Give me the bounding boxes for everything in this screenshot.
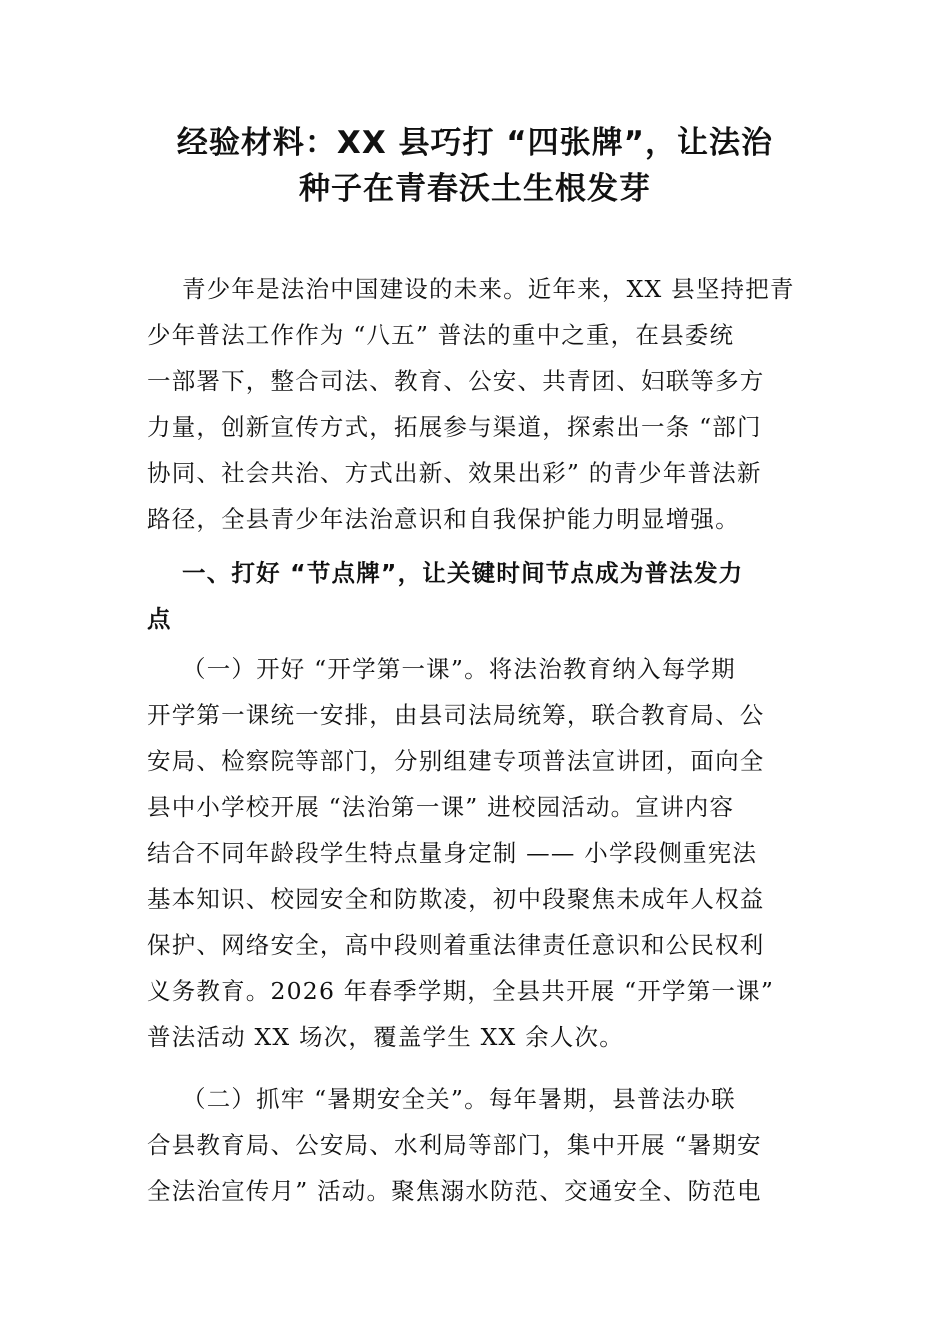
intro-line: 青少年是法治中国建设的未来。近年来，XX 县坚持把青 bbox=[182, 275, 795, 303]
intro-line: 协同、社会共治、方式出新、效果出彩” 的青少年普法新 bbox=[147, 459, 762, 487]
subsection-line: 基本知识、校园安全和防欺凌，初中段聚焦未成年人权益 bbox=[147, 885, 765, 913]
document-title-line-1: 经验材料：XX 县巧打 “四张牌”，让法治 bbox=[176, 125, 774, 161]
subsection-1-paragraph bbox=[147, 646, 807, 1066]
subsection-line: 结合不同年龄段学生特点量身定制 —— 小学段侧重宪法 bbox=[147, 839, 758, 867]
section-heading-line: 一、打好 “节点牌”，让关键时间节点成为普法发力 bbox=[182, 559, 744, 587]
subsection-line: 县中小学校开展 “法治第一课” 进校园活动。宣讲内容 bbox=[147, 793, 735, 821]
subsection-line: （二）抓牢 “暑期安全关”。每年暑期，县普法办联 bbox=[182, 1085, 736, 1113]
subsection-line: 合县教育局、公安局、水利局等部门，集中开展 “暑期安 bbox=[147, 1131, 762, 1159]
intro-line: 一部署下，整合司法、教育、公安、共青团、妇联等多方 bbox=[147, 367, 765, 395]
subsection-line: 全法治宣传月” 活动。聚焦溺水防范、交通安全、防范电 bbox=[147, 1177, 762, 1205]
subsection-line: 安局、检察院等部门，分别组建专项普法宣讲团，面向全 bbox=[147, 747, 765, 775]
intro-line: 路径，全县青少年法治意识和自我保护能力明显增强。 bbox=[147, 505, 740, 533]
section-heading-line: 点 bbox=[147, 605, 172, 633]
document-title-line-2: 种子在青春沃土生根发芽 bbox=[299, 171, 651, 207]
subsection-line: （一）开好 “开学第一课”。将法治教育纳入每学期 bbox=[182, 655, 736, 683]
subsection-line: 普法活动 XX 场次，覆盖学生 XX 余人次。 bbox=[147, 1023, 624, 1051]
subsection-2-paragraph bbox=[147, 1076, 807, 1226]
intro-line: 力量，创新宣传方式，拓展参与渠道，探索出一条 “部门 bbox=[147, 413, 762, 441]
intro-line: 少年普法工作作为 “八五” 普法的重中之重，在县委统 bbox=[147, 321, 735, 349]
subsection-line: 开学第一课统一安排，由县司法局统筹，联合教育局、公 bbox=[147, 701, 765, 729]
subsection-line: 义务教育。2026 年春季学期，全县共开展 “开学第一课” bbox=[147, 977, 775, 1005]
subsection-line: 保护、网络安全，高中段则着重法律责任意识和公民权利 bbox=[147, 931, 765, 959]
